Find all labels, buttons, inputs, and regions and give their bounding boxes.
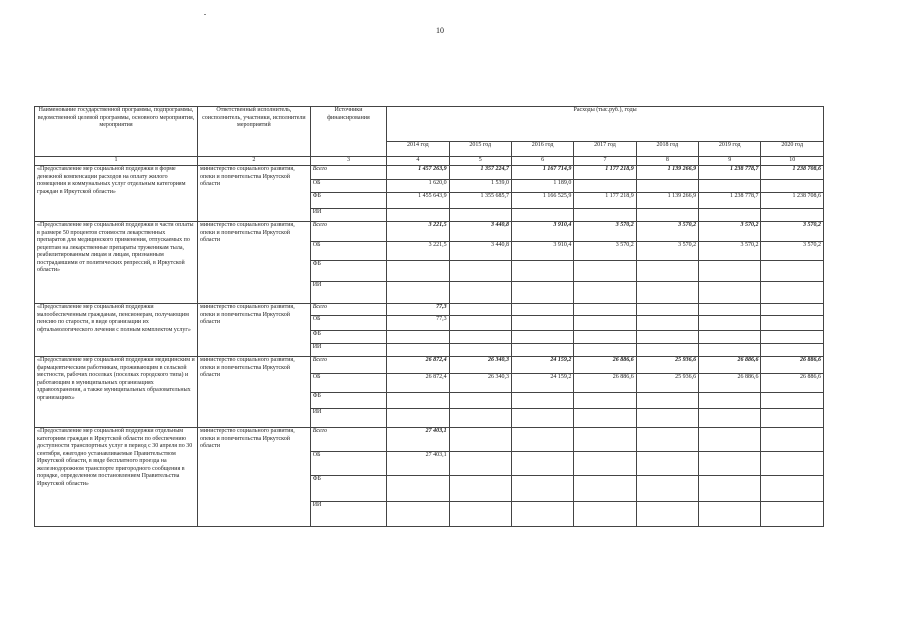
- executor: министерство социального развития, опеки и попечительства Иркутской области: [198, 357, 311, 428]
- total-value: 3 570,2: [699, 222, 761, 242]
- funding-source: ФБ: [310, 193, 386, 209]
- value-cell: [761, 502, 824, 527]
- value-cell: [511, 393, 573, 409]
- column-number: 1: [35, 157, 198, 166]
- value-cell: [511, 502, 573, 527]
- value-cell: [699, 344, 761, 357]
- total-value: 26 340,3: [449, 357, 511, 374]
- value-cell: [699, 502, 761, 527]
- total-value: [449, 428, 511, 452]
- value-cell: [511, 344, 573, 357]
- value-cell: [574, 452, 636, 476]
- column-number: 5: [449, 157, 511, 166]
- value-cell: [574, 502, 636, 527]
- total-value: 3 570,2: [761, 222, 824, 242]
- value-cell: [699, 452, 761, 476]
- total-value: 1 238 708,6: [761, 166, 824, 180]
- value-cell: [449, 282, 511, 304]
- value-cell: [636, 331, 698, 344]
- value-cell: 1 189,0: [511, 180, 573, 193]
- total-value: [699, 428, 761, 452]
- value-cell: 1 539,0: [449, 180, 511, 193]
- table-row: [35, 428, 824, 452]
- value-cell: [574, 316, 636, 331]
- value-cell: [761, 180, 824, 193]
- value-cell: 1 238 778,7: [699, 193, 761, 209]
- program-name: «Предоставление мер социальной поддержки малообеспеченным гражданам, пенсионерам, получающим пенсию по старости, в виде организации их офтальмологического лечения с полным комплектом услуг»: [35, 304, 198, 357]
- value-cell: [511, 452, 573, 476]
- header-year: 2020 год: [761, 142, 824, 157]
- value-cell: [511, 282, 573, 304]
- total-value: [761, 428, 824, 452]
- column-number: 8: [636, 157, 698, 166]
- value-cell: 26 886,6: [699, 374, 761, 393]
- value-cell: 26 886,6: [574, 374, 636, 393]
- page-number: 10: [436, 26, 444, 35]
- funding-source: Всего: [310, 166, 386, 180]
- value-cell: [699, 316, 761, 331]
- header-program-name: Наименование государственной программы, подпрограммы, ведомственной целевой программы, основного мероприятия, мероприятия: [35, 107, 198, 157]
- value-cell: 26 872,4: [387, 374, 449, 393]
- total-value: 3 221,5: [387, 222, 449, 242]
- funding-source: ИИ: [310, 344, 386, 357]
- value-cell: [636, 180, 698, 193]
- total-value: [449, 304, 511, 316]
- value-cell: [449, 502, 511, 527]
- value-cell: [511, 331, 573, 344]
- header-year: 2015 год: [449, 142, 511, 157]
- value-cell: [761, 316, 824, 331]
- value-cell: [761, 476, 824, 502]
- total-value: 3 440,8: [449, 222, 511, 242]
- header-year: 2016 год: [511, 142, 573, 157]
- value-cell: [761, 261, 824, 282]
- value-cell: [511, 261, 573, 282]
- total-value: 1 177 218,9: [574, 166, 636, 180]
- total-value: 3 570,2: [636, 222, 698, 242]
- value-cell: [699, 180, 761, 193]
- funding-source: ИИ: [310, 282, 386, 304]
- funding-source: ОБ: [310, 316, 386, 331]
- funding-source: Всего: [310, 428, 386, 452]
- total-value: 3 910,4: [511, 222, 573, 242]
- value-cell: [761, 452, 824, 476]
- value-cell: 26 340,3: [449, 374, 511, 393]
- total-value: [511, 304, 573, 316]
- value-cell: [761, 282, 824, 304]
- total-value: [511, 428, 573, 452]
- value-cell: 77,3: [387, 316, 449, 331]
- value-cell: [387, 261, 449, 282]
- total-value: 26 872,4: [387, 357, 449, 374]
- column-number: 2: [198, 157, 311, 166]
- funding-source: ОБ: [310, 452, 386, 476]
- funding-source: Всего: [310, 304, 386, 316]
- header-funding-source: Источники финансирования: [310, 107, 386, 157]
- total-value: 3 570,2: [574, 222, 636, 242]
- value-cell: [699, 393, 761, 409]
- executor: министерство социального развития, опеки и попечительства Иркутской области: [198, 166, 311, 222]
- value-cell: 3 570,2: [574, 242, 636, 261]
- funding-source: Всего: [310, 357, 386, 374]
- value-cell: [761, 331, 824, 344]
- program-name: «Предоставление мер социальной поддержки медицинским и фармацевтическим работникам, проживающим в сельской местности, рабочих поселках (поселках городского типа) и работающим в муниципальных организациях здравоохранения, а также муниципальных образовательных организациях»: [35, 357, 198, 428]
- column-number: 3: [310, 157, 386, 166]
- value-cell: [636, 502, 698, 527]
- total-value: 1 357 224,7: [449, 166, 511, 180]
- value-cell: [387, 502, 449, 527]
- value-cell: [574, 282, 636, 304]
- value-cell: [449, 261, 511, 282]
- funding-source: ОБ: [310, 180, 386, 193]
- funding-source: ФБ: [310, 261, 386, 282]
- value-cell: 1 355 685,7: [449, 193, 511, 209]
- value-cell: [761, 344, 824, 357]
- total-value: 1 139 266,9: [636, 166, 698, 180]
- value-cell: [449, 344, 511, 357]
- total-value: [574, 304, 636, 316]
- executor: министерство социального развития, опеки и попечительства Иркутской области: [198, 222, 311, 304]
- value-cell: [387, 331, 449, 344]
- value-cell: 3 570,2: [636, 242, 698, 261]
- value-cell: [636, 452, 698, 476]
- column-number: 7: [574, 157, 636, 166]
- value-cell: 3 440,8: [449, 242, 511, 261]
- column-number: 9: [699, 157, 761, 166]
- value-cell: 3 221,5: [387, 242, 449, 261]
- total-value: 25 936,6: [636, 357, 698, 374]
- value-cell: 1 166 525,9: [511, 193, 573, 209]
- value-cell: [699, 331, 761, 344]
- header-executor: Ответственный исполнитель, соисполнитель, участники, исполнители мероприятий: [198, 107, 311, 157]
- value-cell: [387, 409, 449, 428]
- value-cell: [387, 393, 449, 409]
- header-expenses: Расходы (тыс.руб.), годы: [387, 107, 824, 142]
- value-cell: 25 936,6: [636, 374, 698, 393]
- value-cell: [574, 261, 636, 282]
- value-cell: [761, 209, 824, 222]
- funding-source: ФБ: [310, 476, 386, 502]
- funding-source: ФБ: [310, 331, 386, 344]
- value-cell: 3 570,2: [761, 242, 824, 261]
- value-cell: [699, 209, 761, 222]
- value-cell: [574, 393, 636, 409]
- table-row: [35, 166, 824, 180]
- value-cell: 3 570,2: [699, 242, 761, 261]
- value-cell: [636, 476, 698, 502]
- value-cell: 1 455 643,9: [387, 193, 449, 209]
- total-value: 26 886,6: [699, 357, 761, 374]
- expenditure-table: [34, 106, 824, 527]
- value-cell: 1 238 708,6: [761, 193, 824, 209]
- column-number: 4: [387, 157, 449, 166]
- value-cell: [387, 209, 449, 222]
- value-cell: [636, 209, 698, 222]
- value-cell: [761, 393, 824, 409]
- executor: министерство социального развития, опеки и попечительства Иркутской области: [198, 428, 311, 527]
- table-row: [35, 304, 824, 316]
- total-value: 1 238 778,7: [699, 166, 761, 180]
- value-cell: [574, 209, 636, 222]
- header-year: 2019 год: [699, 142, 761, 157]
- header-year: 2014 год: [387, 142, 449, 157]
- value-cell: [449, 452, 511, 476]
- value-cell: 24 159,2: [511, 374, 573, 393]
- total-value: [574, 428, 636, 452]
- total-value: 26 886,6: [761, 357, 824, 374]
- funding-source: ИИ: [310, 209, 386, 222]
- header-year: 2017 год: [574, 142, 636, 157]
- value-cell: [387, 476, 449, 502]
- value-cell: [511, 476, 573, 502]
- funding-source: ИИ: [310, 409, 386, 428]
- program-name: «Предоставление мер социальной поддержки отдельным категориям граждан в Иркутской области по обеспечению доступности транспортных услуг в период с 30 апреля по 30 сентября, ежегодно устанавливаемые Правительством Иркутской области, в виде бесплатного проезда на железнодорожном транспорте пригородного сообщения в порядке, определенном постановлением Правительства Иркутской области»: [35, 428, 198, 527]
- value-cell: 27 403,1: [387, 452, 449, 476]
- value-cell: [636, 261, 698, 282]
- value-cell: [636, 409, 698, 428]
- total-value: 26 886,6: [574, 357, 636, 374]
- total-value: 77,3: [387, 304, 449, 316]
- column-number: 6: [511, 157, 573, 166]
- program-name: «Предоставление мер социальной поддержки в форме денежной компенсации расходов на оплату жилого помещения и коммунальных услуг отдельным категориям граждан в Иркутской области»: [35, 166, 198, 222]
- value-cell: [574, 180, 636, 193]
- value-cell: 26 886,6: [761, 374, 824, 393]
- value-cell: [574, 344, 636, 357]
- funding-source: Всего: [310, 222, 386, 242]
- value-cell: [387, 344, 449, 357]
- value-cell: [636, 344, 698, 357]
- value-cell: [636, 393, 698, 409]
- total-value: 27 403,1: [387, 428, 449, 452]
- funding-source: ОБ: [310, 242, 386, 261]
- value-cell: 3 910,4: [511, 242, 573, 261]
- value-cell: 1 139 266,9: [636, 193, 698, 209]
- header-year: 2018 год: [636, 142, 698, 157]
- funding-source: ИИ: [310, 502, 386, 527]
- value-cell: [699, 409, 761, 428]
- scan-speck: [204, 14, 206, 15]
- value-cell: [574, 476, 636, 502]
- total-value: 1 457 263,9: [387, 166, 449, 180]
- value-cell: [699, 261, 761, 282]
- value-cell: 1 620,0: [387, 180, 449, 193]
- column-number: 10: [761, 157, 824, 166]
- value-cell: [449, 331, 511, 344]
- value-cell: [636, 316, 698, 331]
- value-cell: [574, 409, 636, 428]
- table-row: [35, 357, 824, 374]
- value-cell: [449, 393, 511, 409]
- value-cell: 1 177 218,9: [574, 193, 636, 209]
- value-cell: [449, 409, 511, 428]
- value-cell: [699, 476, 761, 502]
- value-cell: [511, 209, 573, 222]
- executor: министерство социального развития, опеки и попечительства Иркутской области: [198, 304, 311, 357]
- value-cell: [449, 476, 511, 502]
- total-value: 24 159,2: [511, 357, 573, 374]
- funding-source: ОБ: [310, 374, 386, 393]
- value-cell: [387, 282, 449, 304]
- value-cell: [511, 409, 573, 428]
- value-cell: [574, 331, 636, 344]
- total-value: [636, 428, 698, 452]
- table-row: [35, 222, 824, 242]
- value-cell: [449, 316, 511, 331]
- value-cell: [699, 282, 761, 304]
- funding-source: ФБ: [310, 393, 386, 409]
- program-name: «Предоставление мер социальной поддержки в части оплаты в размере 50 процентов стоимости лекарственных препаратов для медицинского применения, отпускаемых по рецептам на лекарственные препараты труженикам тыла, реабилитированным лицам и лицам, признанным пострадавшими от политических репрессий, в Иркутской области»: [35, 222, 198, 304]
- total-value: [699, 304, 761, 316]
- total-value: [636, 304, 698, 316]
- value-cell: [511, 316, 573, 331]
- value-cell: [636, 282, 698, 304]
- total-value: 1 167 714,9: [511, 166, 573, 180]
- value-cell: [761, 409, 824, 428]
- value-cell: [449, 209, 511, 222]
- total-value: [761, 304, 824, 316]
